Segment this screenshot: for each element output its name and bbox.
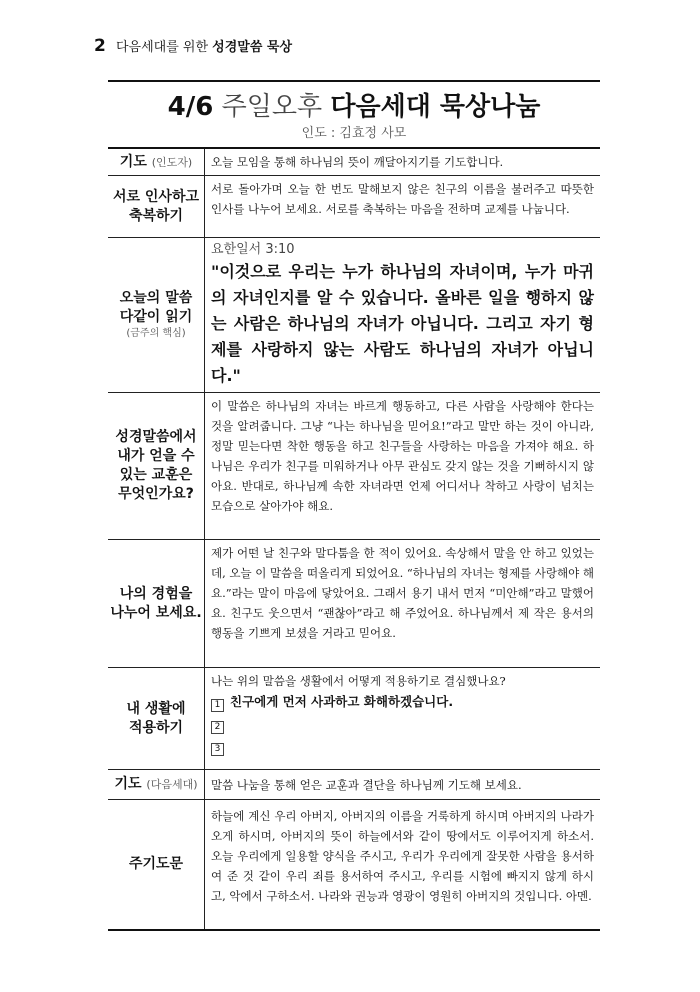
label-apply: 내 생활에 적용하기 — [108, 668, 205, 770]
row-reading — [108, 238, 600, 393]
content-prayer-next-gen: 말씀 나눔을 통해 얻은 교훈과 결단을 하나님께 기도해 보세요. — [205, 770, 601, 800]
row-prayer-next-gen — [108, 770, 600, 800]
content-experience: 제가 어떤 날 친구와 말다툼을 한 적이 있어요. 속상해서 말을 안 하고 있었는데, 오늘 이 말씀을 떠올리게 되었어요. “하나님의 자녀는 형제를 사랑해야 해요.”라는 말이 마음에 닿았어요. 그래서 용기 내서 먼저 “미안해”라고 말했어요. 친구도 웃으면서 “괜찮아”라고 해 주었어요. 하나님께서 제 작은 용서의 행동을 기쁘게 보셨을 거라고 믿어요. — [205, 540, 601, 668]
header-subtitle-light: 다음세대를 위한 — [115, 40, 209, 55]
row-prayer-leader — [108, 148, 600, 176]
label-reading: 오늘의 말씀 다같이 읽기 (금주의 핵심) — [108, 238, 205, 393]
row-lords-prayer — [108, 800, 600, 930]
content-lesson: 이 말씀은 하나님의 자녀는 바르게 행동하고, 다른 사람을 사랑해야 한다는 것을 알려줍니다. 그냥 “나는 하나님을 믿어요!”라고 말만 하는 것이 아니라, 정말 믿는다면 착한 행동을 하고 친구들을 사랑하는 마음을 가져야 해요. 하나님은 우리가 친구를 미워하거나 아무 관심도 갖지 않는 것을 기뻐하시지 않아요. 반대로, 하나님께 속한 자녀라면 언제 어디서나 착하고 사랑이 넘치는 모습으로 살아가야 해요. — [205, 393, 601, 540]
content-greeting: 서로 돌아가며 오늘 한 번도 말해보지 않은 친구의 이름을 불러주고 따뜻한 인사를 나누어 보세요. 서로를 축복하는 마음을 전하며 교제를 나눕니다. — [205, 176, 601, 238]
row-greeting — [108, 176, 600, 238]
page-title — [108, 86, 600, 123]
label-greeting: 서로 인사하고 축복하기 — [108, 176, 205, 238]
label-lords-prayer: 주기도문 — [108, 800, 205, 930]
page-header — [94, 36, 292, 56]
top-rule — [108, 80, 600, 82]
title-date: 4/6 — [167, 92, 214, 122]
header-subtitle-bold: 성경말씀 묵상 — [212, 40, 293, 55]
verse-text: "이것으로 우리는 누가 하나님의 자녀이며, 누가 마귀의 자녀인지를 알 수 있습니다. 올바른 일을 행하지 않는 사람은 하나님의 자녀가 아닙니다. 그리고 자기 형제를 사랑하지 않는 사람도 하나님의 자녀가 아닙니다." — [211, 262, 594, 385]
title-main: 다음세대 묵상나눔 — [330, 92, 541, 122]
title-service: 주일오후 — [221, 92, 323, 122]
option-text-1: 친구에게 먼저 사과하고 화해하겠습니다. — [230, 694, 454, 709]
page-number: 2 — [94, 36, 106, 56]
apply-option-3[interactable] — [211, 735, 594, 757]
label-prayer-next-gen: 기도 (다음세대) — [108, 770, 205, 800]
content-lords-prayer: 하늘에 계신 우리 아버지, 아버지의 이름을 거룩하게 하시며 아버지의 나라가 오게 하시며, 아버지의 뜻이 하늘에서와 같이 땅에서도 이루어지게 하소서. 오늘 우리에게 일용할 양식을 주시고, 우리가 우리에게 잘못한 사람을 용서하여 준 것 같이 우리 죄를 용서하여 주시고, 우리를 시험에 빠지지 않게 하시고, 악에서 구하소서. 나라와 권능과 영광이 영원히 아버지의 것입니다. 아멘. — [205, 800, 601, 930]
content-apply — [205, 668, 601, 770]
label-prayer-leader: 기도 (인도자) — [108, 148, 205, 176]
option-number-3: 3 — [211, 743, 224, 756]
option-number-2: 2 — [211, 721, 224, 734]
apply-option-2[interactable] — [211, 713, 594, 735]
row-apply — [108, 668, 600, 770]
label-lesson: 성경말씀에서 내가 얻을 수 있는 교훈은 무엇인가요? — [108, 393, 205, 540]
label-experience: 나의 경험을 나누어 보세요. — [108, 540, 205, 668]
option-number-1: 1 — [211, 699, 224, 712]
row-experience — [108, 540, 600, 668]
content-reading — [205, 238, 601, 393]
apply-question: 나는 위의 말씀을 생활에서 어떻게 적용하기로 결심했나요? — [211, 674, 506, 688]
apply-option-1[interactable] — [211, 691, 594, 713]
leader-line: 인도 : 김효정 사모 — [301, 126, 407, 141]
verse-reference: 요한일서 3:10 — [211, 242, 295, 257]
content-prayer-leader: 오늘 모임을 통해 하나님의 뜻이 깨달아지기를 기도합니다. — [205, 148, 601, 176]
meditation-table — [108, 147, 600, 931]
row-lesson — [108, 393, 600, 540]
